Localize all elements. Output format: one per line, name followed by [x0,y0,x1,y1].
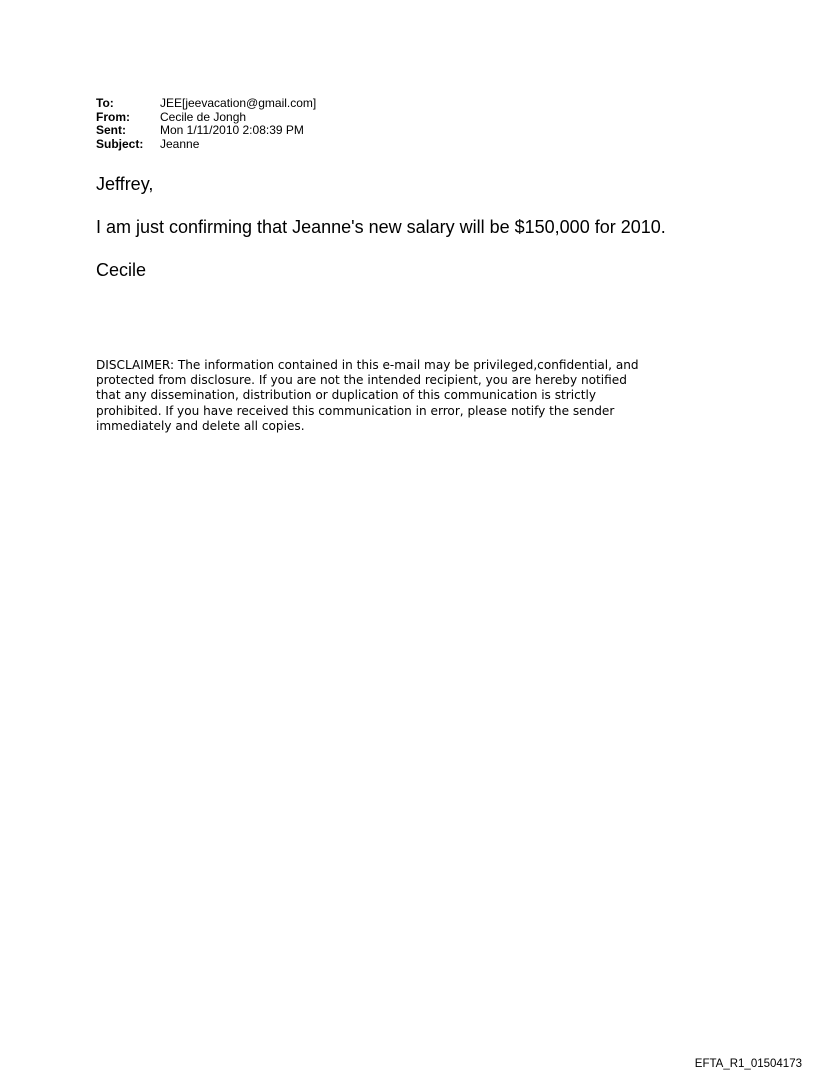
to-value: JEE[jeevacation@gmail.com] [160,96,317,110]
email-greeting: Jeffrey, [96,174,154,194]
disclaimer-line: DISCLAIMER: The information contained in this e-mail may be privileged,confidential, and [96,358,639,372]
sent-value: Mon 1/11/2010 2:08:39 PM [160,123,304,137]
header-subject-row [96,138,316,152]
subject-value: Jeanne [160,136,200,151]
from-value: Cecile de Jongh [160,109,247,124]
header-to-row [96,97,316,111]
to-label: To: [96,96,114,110]
document-id: EFTA_R1_01504173 [694,1058,802,1070]
disclaimer-line: prohibited. If you have received this communication in error, please notify the sender [96,403,615,418]
header-from-row [96,111,316,125]
subject-label: Subject: [96,136,144,151]
disclaimer-line: that any dissemination, distribution or duplication of this communication is strictly [96,388,596,403]
email-header [96,97,316,151]
email-disclaimer [96,358,736,434]
disclaimer-line: immediately and delete all copies. [96,418,305,433]
from-label: From: [96,109,130,124]
disclaimer-line: protected from disclosure. If you are not the intended recipient, you are hereby notified [96,373,627,388]
email-message: I am just confirming that Jeanne's new salary will be $150,000 for 2010. [96,217,666,237]
header-sent-row [96,124,316,138]
email-signature: Cecile [96,260,147,280]
sent-label: Sent: [96,123,126,137]
